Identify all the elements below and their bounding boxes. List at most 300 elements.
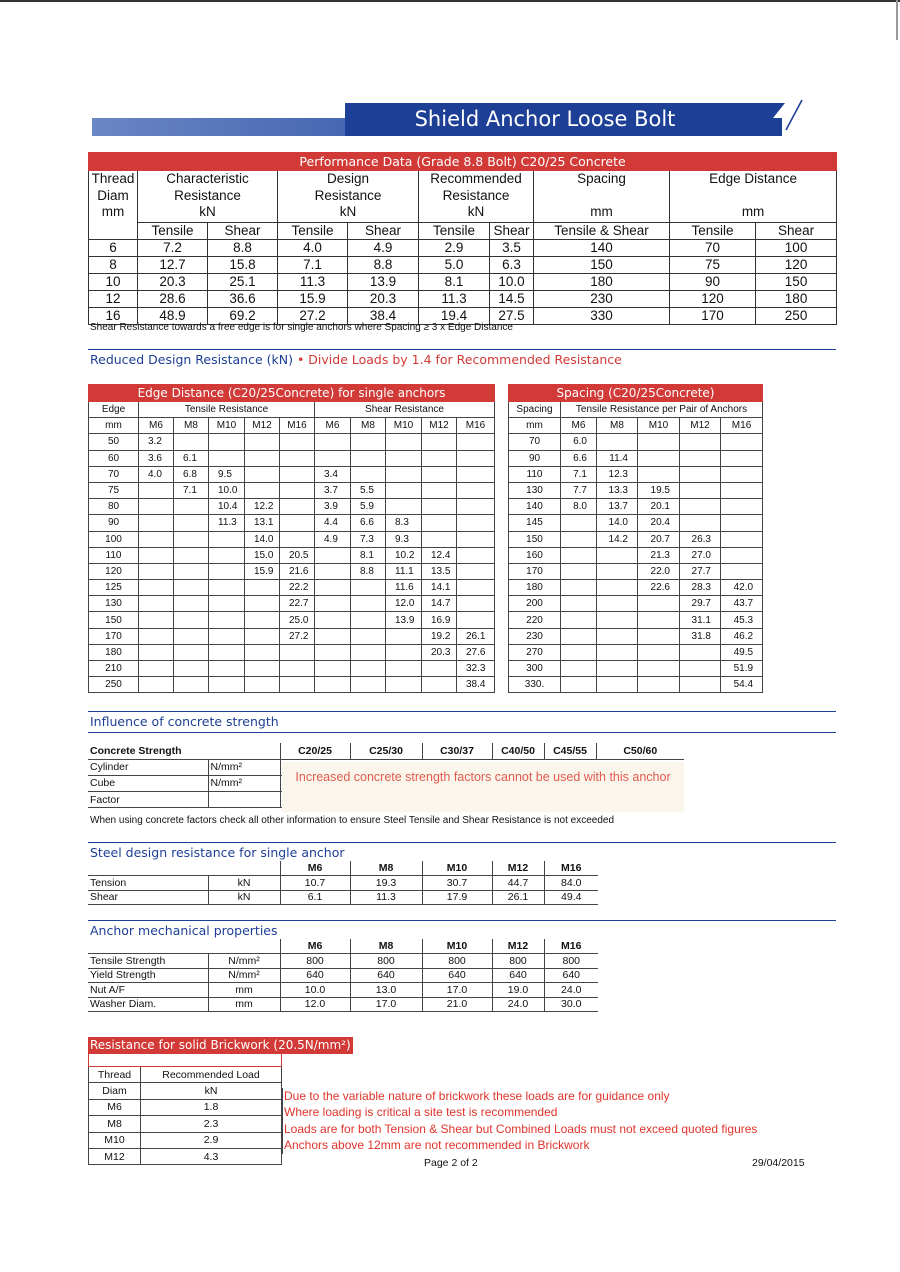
table-cell — [280, 644, 315, 660]
table-cell: 13.0 — [350, 983, 422, 998]
reduced-rule — [88, 349, 836, 350]
table-cell — [386, 677, 422, 693]
table-cell — [597, 547, 638, 563]
table-cell: 12.0 — [280, 997, 350, 1012]
table-cell: 4.0 — [278, 240, 348, 257]
perf-subheader: Shear — [490, 223, 534, 240]
table-cell: 270 — [509, 644, 561, 660]
table-cell: 1.8 — [141, 1099, 282, 1115]
table-cell — [280, 499, 315, 515]
table-row — [89, 628, 495, 644]
reduced-heading — [90, 352, 622, 367]
table-cell: 44.7 — [492, 876, 544, 891]
table-cell: 120 — [756, 257, 837, 274]
table-cell: 150 — [509, 531, 561, 547]
table-cell — [174, 580, 209, 596]
table-cell — [209, 563, 245, 579]
table-cell — [245, 580, 280, 596]
bullet-icon: • — [296, 352, 305, 367]
table-cell — [386, 450, 422, 466]
table-cell: 6.3 — [490, 257, 534, 274]
table-cell: 130 — [509, 482, 561, 498]
table-cell — [680, 677, 721, 693]
table-cell — [721, 547, 763, 563]
table-cell — [209, 677, 245, 693]
table-row — [509, 466, 763, 482]
spacing-col-label: Spacing — [509, 402, 561, 418]
table-cell: 28.3 — [680, 580, 721, 596]
table-cell: 21.0 — [422, 997, 492, 1012]
table-cell: 10.2 — [386, 547, 422, 563]
table-row — [89, 612, 495, 628]
table-cell — [245, 596, 280, 612]
table-cell — [638, 434, 680, 450]
table-cell: 14.5 — [490, 291, 534, 308]
table-cell: 10.4 — [209, 499, 245, 515]
table-cell: M8 — [89, 1116, 141, 1132]
table-row — [89, 450, 495, 466]
table-cell — [561, 644, 597, 660]
table-cell: 110 — [509, 466, 561, 482]
table-cell: 9.3 — [386, 531, 422, 547]
table-cell: 20.3 — [422, 644, 457, 660]
right-edge-mark — [896, 0, 898, 40]
table-cell — [209, 628, 245, 644]
table-cell — [245, 450, 280, 466]
page-number: Page 2 of 2 — [424, 1157, 478, 1169]
table-row — [89, 547, 495, 563]
table-cell — [139, 612, 174, 628]
performance-note: Shear Resistance towards a free edge is for single anchors where Spacing ≥ 3 x Edge Distance — [90, 322, 513, 333]
table-cell: 12.3 — [597, 466, 638, 482]
table-cell: 19.0 — [492, 983, 544, 998]
table-cell: 13.1 — [245, 515, 280, 531]
table-cell: 19.3 — [350, 876, 422, 891]
table-cell — [457, 434, 495, 450]
table-cell — [245, 628, 280, 644]
table-cell — [721, 499, 763, 515]
table-cell — [209, 450, 245, 466]
table-cell — [209, 531, 245, 547]
table-cell — [315, 612, 351, 628]
table-cell: 13.9 — [348, 274, 419, 291]
table-cell: 15.9 — [245, 563, 280, 579]
table-cell: 125 — [89, 580, 139, 596]
mech-rule — [88, 920, 836, 921]
edge-header: Edge Distance (C20/25Concrete) for single anchors — [89, 385, 495, 402]
table-cell — [638, 661, 680, 677]
table-cell: 38.4 — [348, 308, 419, 325]
table-cell: 145 — [509, 515, 561, 531]
table-row — [509, 644, 763, 660]
table-cell — [721, 515, 763, 531]
brick-thread-label: Thread — [89, 1067, 141, 1083]
concrete-grade: C30/37 — [422, 743, 492, 759]
table-cell — [561, 677, 597, 693]
table-cell: 80 — [89, 499, 139, 515]
table-cell: 6.0 — [561, 434, 597, 450]
table-cell: 27.6 — [457, 644, 495, 660]
perf-group-header: Design Resistance kN — [278, 171, 419, 223]
table-cell: 640 — [544, 968, 598, 983]
table-cell: 170 — [509, 563, 561, 579]
table-cell — [561, 596, 597, 612]
table-cell: 8.8 — [208, 240, 278, 257]
table-cell — [422, 531, 457, 547]
brickwork-note: Where loading is critical a site test is recommended — [284, 1105, 558, 1120]
brickwork-note: Due to the variable nature of brickwork these loads are for guidance only — [284, 1089, 670, 1103]
table-cell: 6.1 — [280, 890, 350, 905]
table-cell: 800 — [350, 954, 422, 969]
table-cell: 6.6 — [561, 450, 597, 466]
table-cell — [280, 450, 315, 466]
table-cell: 170 — [89, 628, 139, 644]
table-cell: 19.4 — [419, 308, 490, 325]
table-cell — [139, 563, 174, 579]
table-cell — [245, 677, 280, 693]
perf-group-header: Characteristic Resistance kN — [138, 171, 278, 223]
table-cell: 130 — [89, 596, 139, 612]
table-row — [509, 434, 763, 450]
table-cell: 10.0 — [209, 482, 245, 498]
table-cell: 3.4 — [315, 466, 351, 482]
table-cell — [422, 661, 457, 677]
table-row — [89, 291, 837, 308]
table-cell — [422, 434, 457, 450]
table-cell — [174, 661, 209, 677]
table-cell: 220 — [509, 612, 561, 628]
table-cell — [174, 612, 209, 628]
table-cell — [139, 661, 174, 677]
concrete-row-unit: N/mm² — [208, 759, 280, 775]
table-row — [88, 890, 598, 905]
table-cell: 6.6 — [351, 515, 386, 531]
table-cell: 69.2 — [208, 308, 278, 325]
table-cell — [139, 596, 174, 612]
table-cell — [680, 482, 721, 498]
table-cell: 17.0 — [422, 983, 492, 998]
table-cell: 5.0 — [419, 257, 490, 274]
table-cell — [351, 628, 386, 644]
table-cell: 70 — [89, 466, 139, 482]
perf-group-header: Thread Diam mm — [89, 171, 138, 240]
steel-table — [88, 861, 598, 905]
table-cell — [315, 580, 351, 596]
table-cell: 14.7 — [422, 596, 457, 612]
table-row — [89, 257, 837, 274]
table-cell: 800 — [422, 954, 492, 969]
table-cell: 27.2 — [278, 308, 348, 325]
table-cell: 11.3 — [209, 515, 245, 531]
table-cell — [139, 499, 174, 515]
table-cell: 7.7 — [561, 482, 597, 498]
size-header: M10 — [422, 939, 492, 954]
table-cell: M12 — [89, 1148, 141, 1164]
mech-blank — [88, 939, 280, 954]
table-cell: 640 — [280, 968, 350, 983]
table-cell — [457, 482, 495, 498]
table-cell: 13.3 — [597, 482, 638, 498]
table-cell — [139, 580, 174, 596]
table-cell: 49.4 — [544, 890, 598, 905]
table-row — [89, 499, 495, 515]
table-cell — [561, 515, 597, 531]
table-cell — [721, 563, 763, 579]
table-cell: 150 — [756, 274, 837, 291]
table-cell: mm — [208, 997, 280, 1012]
table-cell — [680, 434, 721, 450]
table-cell — [597, 628, 638, 644]
size-header: M16 — [721, 418, 763, 434]
table-cell: 7.1 — [278, 257, 348, 274]
table-cell: 5.5 — [351, 482, 386, 498]
table-cell — [209, 547, 245, 563]
table-cell — [386, 499, 422, 515]
table-row — [509, 515, 763, 531]
table-row — [509, 580, 763, 596]
table-cell: M6 — [89, 1099, 141, 1115]
concrete-grade: C40/50 — [492, 743, 544, 759]
table-cell — [457, 499, 495, 515]
edge-tensile-label: Tensile Resistance — [139, 402, 315, 418]
table-cell: 230 — [509, 628, 561, 644]
table-cell: 160 — [509, 547, 561, 563]
table-cell — [280, 661, 315, 677]
table-cell — [386, 628, 422, 644]
table-cell: 20.7 — [638, 531, 680, 547]
table-cell: 12.4 — [422, 547, 457, 563]
table-cell — [386, 482, 422, 498]
table-cell — [315, 450, 351, 466]
table-cell: 16 — [89, 308, 138, 325]
table-cell — [386, 661, 422, 677]
table-row — [509, 596, 763, 612]
table-cell: 15.9 — [278, 291, 348, 308]
table-cell — [209, 434, 245, 450]
table-row — [89, 1099, 282, 1115]
concrete-grade: C45/55 — [544, 743, 596, 759]
table-cell: 27.2 — [280, 628, 315, 644]
table-cell — [457, 563, 495, 579]
table-cell — [139, 482, 174, 498]
table-cell: 180 — [89, 644, 139, 660]
table-row — [89, 563, 495, 579]
table-cell — [680, 661, 721, 677]
table-cell: 140 — [534, 240, 670, 257]
table-cell: 22.6 — [638, 580, 680, 596]
table-cell: 6 — [89, 240, 138, 257]
table-cell — [139, 677, 174, 693]
table-cell — [315, 628, 351, 644]
table-cell: 15.0 — [245, 547, 280, 563]
table-cell — [174, 628, 209, 644]
table-cell — [597, 612, 638, 628]
table-cell: 90 — [670, 274, 756, 291]
table-cell: 12.7 — [138, 257, 208, 274]
table-cell: 7.1 — [561, 466, 597, 482]
table-cell — [597, 644, 638, 660]
table-cell — [139, 531, 174, 547]
table-cell: 8.3 — [386, 515, 422, 531]
brickwork-note: Loads are for both Tension & Shear but Combined Loads must not exceed quoted figures — [284, 1121, 758, 1136]
table-cell — [315, 547, 351, 563]
size-header: M6 — [561, 418, 597, 434]
table-cell: 60 — [89, 450, 139, 466]
table-row — [89, 644, 495, 660]
table-cell — [139, 644, 174, 660]
table-cell — [422, 466, 457, 482]
table-cell — [315, 644, 351, 660]
table-cell: Tension — [88, 876, 208, 891]
table-cell: 180 — [534, 274, 670, 291]
table-row — [509, 677, 763, 693]
table-cell: 27.0 — [680, 547, 721, 563]
table-cell: 8.8 — [351, 563, 386, 579]
table-row — [88, 876, 598, 891]
table-cell: 4.9 — [348, 240, 419, 257]
table-cell: Washer Diam. — [88, 997, 208, 1012]
table-cell: 46.2 — [721, 628, 763, 644]
table-cell: 14.0 — [245, 531, 280, 547]
table-cell — [680, 499, 721, 515]
table-cell: 26.3 — [680, 531, 721, 547]
table-cell — [721, 482, 763, 498]
table-cell: 90 — [509, 450, 561, 466]
table-cell — [638, 612, 680, 628]
table-row — [89, 240, 837, 257]
table-cell: 100 — [89, 531, 139, 547]
table-cell: 28.6 — [138, 291, 208, 308]
table-cell — [422, 482, 457, 498]
table-cell — [457, 596, 495, 612]
table-cell: 70 — [670, 240, 756, 257]
table-cell: 70 — [509, 434, 561, 450]
table-cell — [638, 628, 680, 644]
table-cell: 8.1 — [351, 547, 386, 563]
table-row — [89, 1132, 282, 1148]
table-cell: 800 — [280, 954, 350, 969]
table-cell — [721, 466, 763, 482]
table-cell: 14.1 — [422, 580, 457, 596]
size-header: M10 — [386, 418, 422, 434]
perf-group-header: Edge Distance mm — [670, 171, 837, 223]
slash-decoration-icon — [776, 98, 804, 138]
concrete-row-label: Cube — [90, 777, 116, 790]
table-cell — [680, 515, 721, 531]
table-row — [89, 580, 495, 596]
table-cell: 100 — [756, 240, 837, 257]
table-cell: 22.7 — [280, 596, 315, 612]
page-title: Shield Anchor Loose Bolt — [414, 107, 676, 131]
table-cell — [174, 563, 209, 579]
table-cell — [680, 450, 721, 466]
size-header: M8 — [350, 939, 422, 954]
table-cell: 45.3 — [721, 612, 763, 628]
edge-shear-label: Shear Resistance — [315, 402, 495, 418]
table-cell: 8.8 — [348, 257, 419, 274]
table-cell — [245, 661, 280, 677]
table-cell — [561, 531, 597, 547]
table-cell: 330. — [509, 677, 561, 693]
concrete-message: Increased concrete strength factors cannot be used with this anchor — [282, 762, 684, 812]
table-cell — [457, 547, 495, 563]
table-cell — [457, 612, 495, 628]
concrete-row-label: Cylinder — [90, 761, 129, 774]
concrete-title: Influence of concrete strength — [90, 714, 279, 729]
size-header: M10 — [209, 418, 245, 434]
table-row — [89, 677, 495, 693]
table-cell — [638, 450, 680, 466]
table-cell: 8 — [89, 257, 138, 274]
top-border — [0, 0, 900, 2]
table-cell: 14.0 — [597, 515, 638, 531]
table-cell: 10.0 — [280, 983, 350, 998]
size-header: M12 — [492, 861, 544, 876]
perf-subheader: Tensile & Shear — [534, 223, 670, 240]
table-cell: 27.7 — [680, 563, 721, 579]
table-cell — [209, 661, 245, 677]
mechanical-table — [88, 939, 598, 1012]
table-cell — [561, 628, 597, 644]
size-header: M6 — [280, 939, 350, 954]
table-cell: 330 — [534, 308, 670, 325]
size-header: M16 — [457, 418, 495, 434]
table-cell: mm — [208, 983, 280, 998]
table-cell — [245, 434, 280, 450]
mech-title: Anchor mechanical properties — [90, 923, 278, 938]
table-row — [89, 482, 495, 498]
table-cell — [422, 515, 457, 531]
table-cell: 22.2 — [280, 580, 315, 596]
table-cell — [680, 466, 721, 482]
table-cell — [351, 580, 386, 596]
table-cell: 4.9 — [315, 531, 351, 547]
table-cell: 42.0 — [721, 580, 763, 596]
table-cell: 4.4 — [315, 515, 351, 531]
table-cell — [457, 531, 495, 547]
table-cell: Yield Strength — [88, 968, 208, 983]
table-cell — [386, 644, 422, 660]
table-cell: 11.3 — [350, 890, 422, 905]
table-cell: Nut A/F — [88, 983, 208, 998]
concrete-row-unit — [208, 792, 280, 808]
table-cell — [561, 661, 597, 677]
table-cell: 14.2 — [597, 531, 638, 547]
table-cell — [139, 628, 174, 644]
table-cell: 38.4 — [457, 677, 495, 693]
table-row — [89, 1148, 282, 1164]
brick-unit-label: kN — [141, 1083, 282, 1099]
table-cell: 800 — [544, 954, 598, 969]
table-cell: 15.8 — [208, 257, 278, 274]
table-row — [509, 661, 763, 677]
table-cell: 31.8 — [680, 628, 721, 644]
steel-blank — [88, 861, 280, 876]
table-cell: 250 — [756, 308, 837, 325]
perf-subheader: Tensile — [419, 223, 490, 240]
table-cell: 19.2 — [422, 628, 457, 644]
table-cell: 640 — [492, 968, 544, 983]
table-row — [89, 661, 495, 677]
table-cell: 120 — [670, 291, 756, 308]
table-cell: 150 — [89, 612, 139, 628]
table-cell: 20.5 — [280, 547, 315, 563]
table-cell — [351, 450, 386, 466]
table-cell — [280, 531, 315, 547]
table-cell: 7.1 — [174, 482, 209, 498]
size-header: M8 — [597, 418, 638, 434]
table-cell — [174, 531, 209, 547]
